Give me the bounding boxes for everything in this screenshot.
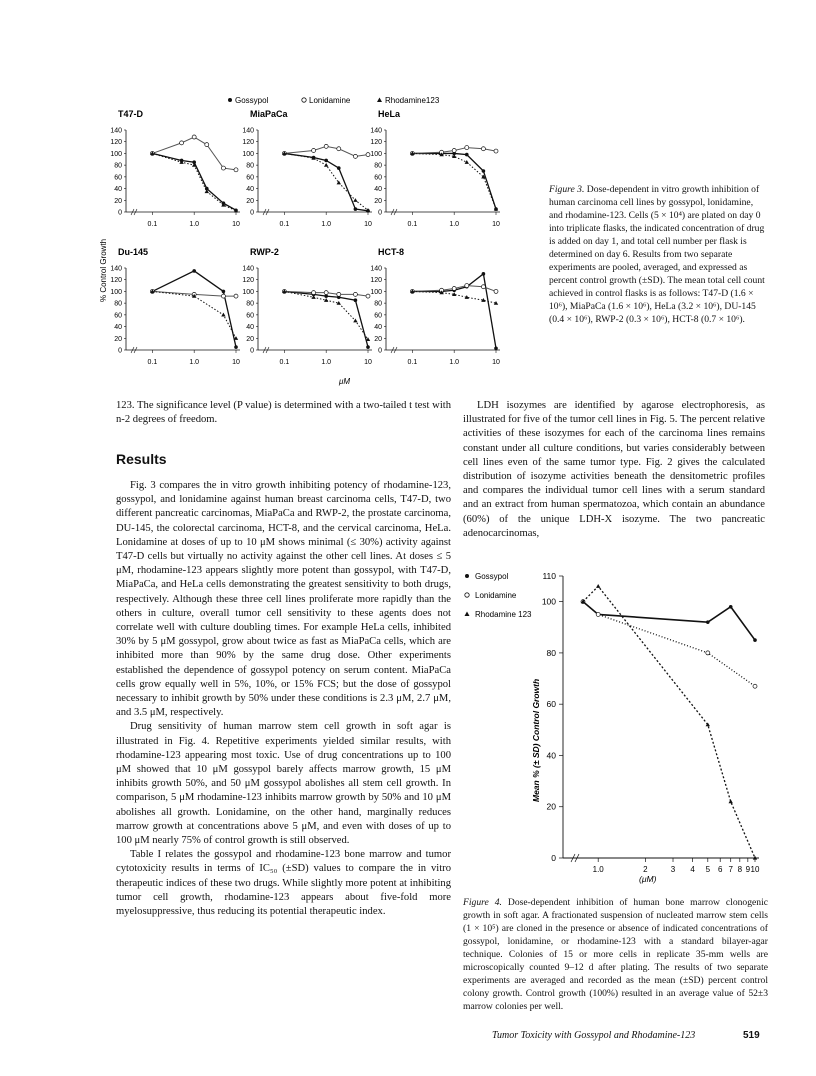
legend4-lonidamine: Lonidamine [475, 591, 517, 600]
y-tick-label: 40 [374, 324, 382, 332]
y-tick-label: 60 [546, 699, 556, 710]
legend-lonidamine-marker [302, 98, 306, 102]
significance-text: 123. The significance level (P value) is determined with a two-tailed t test with n-2 degrees of freedom. [116, 400, 451, 426]
x-tick-label: 5 [705, 865, 711, 874]
x-tick-label: 1.0 [189, 359, 200, 366]
figure3-panel-6 [370, 247, 500, 366]
y-tick-label: 140 [110, 127, 122, 135]
panel-title: HeLa [378, 109, 401, 119]
data-point [729, 605, 733, 609]
y-tick-label: 60 [114, 312, 122, 320]
y-tick-label: 120 [242, 139, 254, 147]
y-tick-label: 0 [250, 209, 254, 217]
y-tick-label: 0 [118, 347, 122, 355]
figure3-legend [228, 96, 440, 105]
legend4-lonidamine-marker [465, 593, 469, 597]
data-point [337, 166, 341, 170]
data-point [180, 141, 184, 145]
y-tick-label: 120 [110, 277, 122, 285]
x-tick-label: 1.0 [321, 359, 332, 366]
x-tick-label: 1.0 [592, 865, 604, 874]
results-paragraph-2: Drug sensitivity of human marrow stem cell growth in soft agar is illustrated in Fig. 4. Repetitive experiments yielded similar results, with rhodamine-123 appearing most toxic. Use of drug concentrations up to 100 μM showed that 10 μM gossypol barely affects marrow growth, 15 μM inhibits growth 50%, and 50 μM gossypol abolishes all stem cell growth. In comparison, 5 μM rhodamine-123 inhibits marrow growth by 50% and 10 μM abolishes all growth. Lonidamine, on the other hand, marginally reduces marrow growth at concentrations above 5 μM, and even with doses of up to 100 μM nearly 75% of control growth is still observed. [116, 721, 451, 847]
y-tick-label: 20 [246, 335, 254, 343]
x-tick-label: 1.0 [449, 359, 460, 366]
panel-title: HCT-8 [378, 247, 405, 257]
y-tick-label: 140 [370, 265, 382, 273]
y-tick-label: 120 [110, 139, 122, 147]
y-tick-label: 100 [242, 288, 254, 296]
data-point [324, 144, 328, 148]
results-paragraph-3: Table I relates the gossypol and rhodamine-123 bone marrow and tumor cytotoxicity results in terms of IC₅₀ (±SD) values to compare the in vitro therapeutic indices of these two drugs. While slightly more potent at inhibiting tumor cell growth, rhodamine-123 appears about five-fold more myelosuppressive, thus reducing its potential therapeutic index. [116, 849, 451, 918]
y-tick-label: 40 [246, 324, 254, 332]
x-tick-label: 1.0 [189, 221, 200, 228]
y-tick-label: 120 [370, 277, 382, 285]
figure3-chart [96, 92, 536, 392]
data-point [222, 290, 226, 294]
x-tick-label: 10 [232, 359, 240, 366]
panel-title: T47-D [118, 109, 144, 119]
figure3-panel-5 [242, 247, 372, 366]
y-tick-label: 20 [114, 197, 122, 205]
y-tick-label: 100 [370, 288, 382, 296]
x-tick-label: 4 [690, 865, 695, 874]
figure4-label: Figure 4. [463, 897, 502, 908]
data-point [452, 149, 456, 153]
y-tick-label: 140 [110, 265, 122, 273]
y-tick-label: 80 [546, 647, 556, 658]
data-point [324, 163, 328, 167]
y-tick-label: 20 [114, 335, 122, 343]
figure3-x-axis-label: μM [339, 377, 351, 386]
data-point [324, 298, 328, 302]
data-point [481, 147, 485, 151]
data-point [312, 291, 316, 295]
data-point [337, 292, 341, 296]
data-point [482, 169, 486, 173]
figure3-label: Figure 3. [549, 184, 585, 195]
data-point [192, 135, 196, 139]
x-tick-label: 7 [728, 865, 733, 874]
data-point [465, 284, 469, 288]
data-point [353, 198, 357, 202]
y-tick-label: 40 [374, 186, 382, 194]
y-tick-label: 120 [242, 277, 254, 285]
y-tick-label: 60 [374, 312, 382, 320]
data-point [221, 166, 225, 170]
y-tick-label: 140 [242, 265, 254, 273]
data-point [234, 345, 238, 349]
data-point [192, 269, 196, 273]
intro-paragraph [116, 399, 451, 427]
data-point [706, 722, 710, 726]
ldh-paragraph: LDH isozymes are identified by agarose electrophoresis, as illustrated for five of the tumor cell lines in Fig. 5. The percent relative activities of these isozymes for each of the carcinoma lines remains constant under all culture conditions, but varies considerably between cell lines even of the same tumor type. Fig. 2 gives the calculated distribution of isozyme activities beneath the densitometric profiles and compares the individual tumor cell lines with a serum standard and an extract from human spermatozoa, which contain an abundance (60%) of the unique LDH-X isozyme. The two pancreatic adenocarcinomas, [463, 400, 765, 539]
x-tick-label: 6 [717, 865, 723, 874]
x-tick-label: 10 [750, 865, 760, 874]
y-tick-label: 40 [546, 750, 556, 761]
y-tick-label: 40 [246, 186, 254, 194]
x-tick-label: 0.1 [279, 221, 290, 228]
y-tick-label: 120 [370, 139, 382, 147]
running-title: Tumor Toxicity with Gossypol and Rhodamine-123 [492, 1030, 696, 1041]
y-tick-label: 40 [114, 186, 122, 194]
data-point [481, 285, 485, 289]
legend-lonidamine: Lonidamine [309, 96, 351, 105]
y-tick-label: 20 [374, 335, 382, 343]
data-point [494, 346, 498, 350]
data-point [353, 292, 357, 296]
y-tick-label: 80 [374, 162, 382, 170]
data-point [706, 620, 710, 624]
data-point [706, 651, 710, 655]
y-tick-label: 100 [110, 288, 122, 296]
series-line-3 [412, 153, 496, 209]
data-point [482, 272, 486, 276]
data-point [452, 287, 456, 291]
y-tick-label: 80 [246, 162, 254, 170]
x-tick-label: 9 [745, 865, 751, 874]
data-point [753, 638, 757, 642]
y-tick-label: 140 [242, 127, 254, 135]
data-point [353, 154, 357, 158]
y-tick-label: 140 [370, 127, 382, 135]
x-tick-label: 2 [643, 865, 648, 874]
panel-title: MiaPaCa [250, 109, 288, 119]
series-line-1 [412, 153, 496, 209]
y-tick-label: 80 [374, 300, 382, 308]
x-tick-label: 0.1 [147, 221, 158, 228]
page-number: 519 [743, 1030, 760, 1041]
series-line-1 [152, 271, 236, 347]
y-tick-label: 40 [114, 324, 122, 332]
figure3-panels [110, 109, 500, 366]
data-point [354, 207, 358, 211]
legend-gossypol-marker [228, 98, 232, 102]
data-point [353, 319, 357, 323]
y-tick-label: 60 [374, 174, 382, 182]
y-tick-label: 0 [118, 209, 122, 217]
x-tick-label: 1.0 [449, 221, 460, 228]
y-tick-label: 0 [378, 347, 382, 355]
y-tick-label: 20 [546, 801, 556, 812]
figure3-panel-2 [242, 109, 372, 228]
legend4-rhodamine-marker [465, 612, 470, 617]
data-point [311, 295, 315, 299]
y-tick-label: 0 [378, 209, 382, 217]
data-point [354, 298, 358, 302]
legend-rhodamine: Rhodamine123 [385, 96, 440, 105]
y-tick-label: 60 [114, 174, 122, 182]
data-point [324, 159, 328, 163]
results-heading: Results [116, 451, 167, 467]
figure3-caption: Dose-dependent in vitro growth inhibition of human carcinoma cell lines by gossypol, lonidamine, and rhodamine-123. Cells (5 × 10⁴) are plated on day 0 into triplicate flasks, the indicated concentration of drug is added on day 1, and total cell number per flask is determined on day 6. Results from two separate experiments are pooled, averaged, and expressed as percent control growth (±SD). The mean total cell count achieved in control flasks is as follows: T47-D (1.6 × 10⁶), MiaPaCa (1.6 × 10⁶), HeLa (3.2 × 10⁶), DU-145 (0.4 × 10⁶), RWP-2 (0.3 × 10⁶), HCT-8 (0.7 × 10⁶). [549, 184, 765, 325]
figure4-y-axis-label: Mean % (± SD) Control Growth [531, 678, 541, 802]
x-tick-label: 3 [670, 865, 676, 874]
figure4-plot [542, 571, 760, 874]
figure4-caption: Dose-dependent inhibition of human bone marrow clonogenic growth in soft agar. A fractionated suspension of nucleated marrow stem cells (1 × 10⁵) are cloned in the presence or absence of indicated concentrations of gossypol, lonidamine, or rhodamine-123 with a standard bilayer-agar technique. Colonies of 15 or more cells in replicate 35-mm wells are microscopically counted 9–12 d after plating. The results of two separate experiments are averaged and recorded as the mean (±SD) percent control colony growth. Control growth (100%) resulted in an average value of 52±3 marrow colonies per well. [463, 897, 768, 1012]
x-tick-label: 10 [492, 221, 500, 228]
results-paragraph-1: Fig. 3 compares the in vitro growth inhibiting potency of rhodamine-123, gossypol, and lonidamine against human breast carcinoma cells, T47-D, two different pancreatic carcinomas, MiaPaCa and RWP-2, the prostate carcinoma, DU-145, the colorectal carcinoma, HCT-8, and the cervical carcinoma, HeLa. Lonidamine at doses of up to 10 μM shows minimal (≤ 30%) activity against T47-D cells but virtually no activity against the other cell lines. At doses ≤ 5 μM, rhodamine-123 appears slightly more potent than gossypol, with T47-D, MiaPaCa, and HeLa cells demonstrating the greatest sensitivity to both drugs, respectively. Although these three cell lines proliferate more rapidly than the others in culture, overall tumor cell sensitivity to these agents does not correlate well with culture doubling times. For example HeLa cells, inhibited 30% by 5 μM gossypol, grow about twice as fast as MiaPaCa cells, which are inhibited more than 90% by the same drug dose. Other experiments established the dependence of gossypol potency on serum content. MiaPaCa cells grow equally well in 5%, 10%, or 15% FCS; but the dose of gossypol necessary to inhibit growth by 50% under these conditions is 2.3 μM, 2.7 μM, and 3.5 μM, respectively. [116, 480, 451, 719]
x-tick-label: 8 [737, 865, 743, 874]
y-tick-label: 110 [542, 571, 556, 581]
data-point [465, 153, 469, 157]
y-tick-label: 60 [246, 174, 254, 182]
data-point [753, 684, 757, 688]
data-point [465, 160, 469, 164]
y-tick-label: 0 [551, 853, 556, 863]
panel-title: RWP-2 [250, 247, 279, 257]
figure4-x-axis-label: (μM) [639, 874, 657, 884]
figure3-panel-1 [110, 109, 240, 228]
data-point [729, 799, 733, 803]
data-point [324, 291, 328, 295]
y-tick-label: 100 [541, 596, 556, 607]
left-column-body [116, 479, 451, 919]
y-tick-label: 80 [246, 300, 254, 308]
data-point [494, 289, 498, 293]
x-tick-label: 0.1 [407, 221, 418, 228]
figure3-panel-4 [110, 247, 240, 366]
figure4-caption-block [463, 896, 768, 1013]
y-tick-label: 80 [114, 162, 122, 170]
y-tick-label: 60 [246, 312, 254, 320]
data-point [234, 168, 238, 172]
figure4-legend [465, 572, 533, 619]
figure4-chart [463, 564, 768, 894]
y-tick-label: 20 [246, 197, 254, 205]
data-point [465, 146, 469, 150]
data-point [205, 143, 209, 147]
legend4-gossypol: Gossypol [475, 572, 509, 581]
figure3-y-axis-label: % Control Growth [99, 238, 108, 302]
x-tick-label: 1.0 [321, 221, 332, 228]
x-tick-label: 0.1 [407, 359, 418, 366]
data-point [337, 147, 341, 151]
y-tick-label: 20 [374, 197, 382, 205]
x-tick-label: 0.1 [279, 359, 290, 366]
x-tick-label: 10 [364, 221, 372, 228]
data-point [312, 149, 316, 153]
x-tick-label: 10 [232, 221, 240, 228]
legend4-gossypol-marker [465, 574, 469, 578]
data-point [366, 345, 370, 349]
figure3-caption-block [549, 183, 765, 326]
y-tick-label: 100 [370, 150, 382, 158]
panel-title: Du-145 [118, 247, 149, 257]
figure3-panel-3 [370, 109, 500, 228]
right-column-body [463, 399, 765, 541]
x-tick-label: 10 [364, 359, 372, 366]
y-tick-label: 100 [110, 150, 122, 158]
x-tick-label: 0.1 [147, 359, 158, 366]
series-line-2 [583, 602, 755, 687]
data-point [494, 149, 498, 153]
legend-rhodamine-marker [377, 98, 382, 103]
legend4-rhodamine: Rhodamine 123 [475, 610, 532, 619]
legend-gossypol: Gossypol [235, 96, 269, 105]
data-point [596, 584, 600, 588]
data-point [221, 294, 225, 298]
y-tick-label: 0 [250, 347, 254, 355]
series-line-3 [583, 586, 755, 858]
y-tick-label: 80 [114, 300, 122, 308]
y-tick-label: 100 [242, 150, 254, 158]
data-point [234, 294, 238, 298]
x-tick-label: 10 [492, 359, 500, 366]
data-point [596, 612, 600, 616]
data-point [221, 313, 225, 317]
